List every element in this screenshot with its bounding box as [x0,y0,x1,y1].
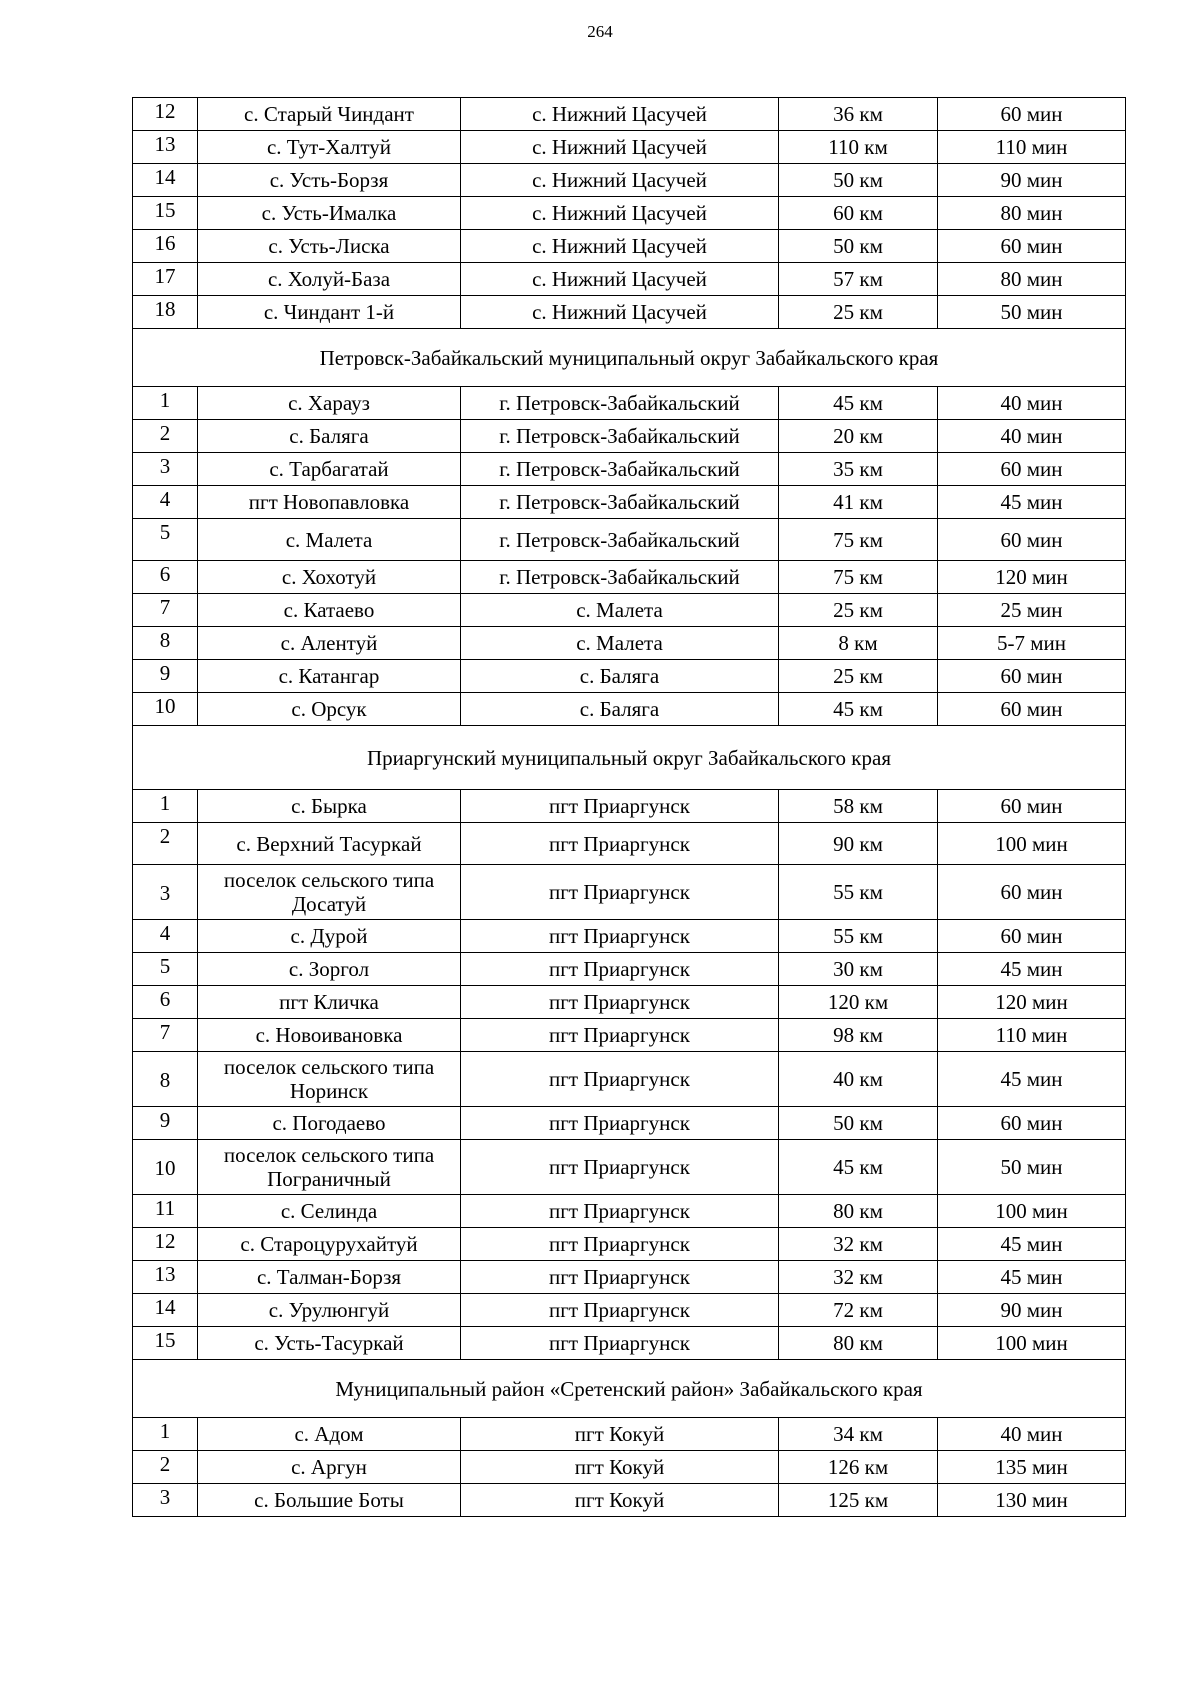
origin-cell: с. Тут-Халтуй [198,131,461,164]
row-number: 2 [133,823,198,865]
destination-cell: пгт Приаргунск [461,1140,779,1195]
origin-cell: с. Новоивановка [198,1019,461,1052]
origin-cell: с. Адом [198,1418,461,1451]
table-row [133,693,1126,726]
distance-cell: 30 км [779,953,938,986]
row-number: 3 [133,1484,198,1517]
distance-cell: 45 км [779,693,938,726]
time-cell: 110 мин [938,1019,1126,1052]
row-number: 13 [133,131,198,164]
time-cell: 60 мин [938,920,1126,953]
time-cell: 130 мин [938,1484,1126,1517]
distance-cell: 90 км [779,823,938,865]
origin-cell: с. Зоргол [198,953,461,986]
row-number: 18 [133,296,198,329]
distance-cell: 55 км [779,920,938,953]
table-row [133,1418,1126,1451]
destination-cell: пгт Приаргунск [461,1261,779,1294]
destination-cell: г. Петровск-Забайкальский [461,486,779,519]
row-number: 12 [133,98,198,131]
row-number: 15 [133,197,198,230]
destination-cell: с. Нижний Цасучей [461,98,779,131]
destination-cell: пгт Приаргунск [461,1019,779,1052]
table-row [133,920,1126,953]
section-title: Приаргунский муниципальный округ Забайкальского края [133,726,1126,790]
table-row [133,230,1126,263]
time-cell: 60 мин [938,98,1126,131]
table-row [133,1228,1126,1261]
row-number: 3 [133,453,198,486]
destination-cell: пгт Приаргунск [461,1195,779,1228]
time-cell: 50 мин [938,296,1126,329]
time-cell: 50 мин [938,1140,1126,1195]
origin-cell: с. Большие Боты [198,1484,461,1517]
distance-cell: 60 км [779,197,938,230]
distance-cell: 40 км [779,1052,938,1107]
origin-cell: с. Орсук [198,693,461,726]
table-row [133,296,1126,329]
origin-cell: с. Староцурухайтуй [198,1228,461,1261]
table-row [133,1140,1126,1195]
row-number: 15 [133,1327,198,1360]
section-title: Петровск-Забайкальский муниципальный округ Забайкальского края [133,329,1126,387]
row-number: 2 [133,420,198,453]
time-cell: 90 мин [938,164,1126,197]
page-number: 264 [587,22,613,41]
section-header-row [133,1360,1126,1418]
row-number: 14 [133,164,198,197]
destination-cell: г. Петровск-Забайкальский [461,519,779,561]
destination-cell: пгт Кокуй [461,1451,779,1484]
row-number: 4 [133,486,198,519]
time-cell: 90 мин [938,1294,1126,1327]
distance-cell: 120 км [779,986,938,1019]
time-cell: 45 мин [938,1261,1126,1294]
row-number: 1 [133,387,198,420]
distance-cell: 32 км [779,1261,938,1294]
table-row [133,594,1126,627]
time-cell: 5-7 мин [938,627,1126,660]
row-number: 10 [133,693,198,726]
time-cell: 135 мин [938,1451,1126,1484]
time-cell: 80 мин [938,263,1126,296]
row-number: 2 [133,1451,198,1484]
origin-cell: с. Тарбагатай [198,453,461,486]
distance-cell: 72 км [779,1294,938,1327]
row-number: 8 [133,627,198,660]
row-number: 4 [133,920,198,953]
destination-cell: с. Нижний Цасучей [461,296,779,329]
destination-cell: пгт Приаргунск [461,986,779,1019]
origin-cell: пгт Кличка [198,986,461,1019]
row-number: 3 [133,865,198,920]
distance-cell: 50 км [779,1107,938,1140]
row-number: 17 [133,263,198,296]
destination-cell: г. Петровск-Забайкальский [461,453,779,486]
origin-cell: с. Катангар [198,660,461,693]
time-cell: 45 мин [938,1228,1126,1261]
origin-cell: поселок сельского типа Норинск [198,1052,461,1107]
time-cell: 60 мин [938,519,1126,561]
table-row [133,865,1126,920]
origin-cell: с. Усть-Лиска [198,230,461,263]
row-number: 16 [133,230,198,263]
row-number: 14 [133,1294,198,1327]
table-row [133,1195,1126,1228]
destination-cell: с. Баляга [461,660,779,693]
origin-cell: пгт Новопавловка [198,486,461,519]
table-row [133,790,1126,823]
section-header-row [133,726,1126,790]
destination-cell: пгт Приаргунск [461,920,779,953]
distance-cell: 80 км [779,1327,938,1360]
distance-cell: 25 км [779,594,938,627]
time-cell: 45 мин [938,953,1126,986]
table-row [133,164,1126,197]
origin-cell: с. Бырка [198,790,461,823]
table-row [133,823,1126,865]
destination-cell: пгт Приаргунск [461,865,779,920]
time-cell: 40 мин [938,420,1126,453]
table-row [133,561,1126,594]
destination-cell: с. Баляга [461,693,779,726]
destination-cell: пгт Приаргунск [461,790,779,823]
section-header-row [133,329,1126,387]
destination-cell: пгт Приаргунск [461,1294,779,1327]
origin-cell: с. Дурой [198,920,461,953]
destination-cell: с. Малета [461,627,779,660]
time-cell: 40 мин [938,1418,1126,1451]
time-cell: 25 мин [938,594,1126,627]
table-row [133,1107,1126,1140]
row-number: 1 [133,790,198,823]
row-number: 5 [133,519,198,561]
distance-cell: 80 км [779,1195,938,1228]
destination-cell: пгт Кокуй [461,1484,779,1517]
origin-cell: с. Погодаево [198,1107,461,1140]
time-cell: 100 мин [938,823,1126,865]
origin-cell: с. Селинда [198,1195,461,1228]
distance-cell: 8 км [779,627,938,660]
section-title: Муниципальный район «Сретенский район» Забайкальского края [133,1360,1126,1418]
origin-cell: поселок сельского типа Пограничный [198,1140,461,1195]
row-number: 9 [133,1107,198,1140]
origin-cell: с. Чиндант 1-й [198,296,461,329]
table-row [133,660,1126,693]
time-cell: 100 мин [938,1327,1126,1360]
distance-cell: 35 км [779,453,938,486]
time-cell: 45 мин [938,1052,1126,1107]
table-row [133,1052,1126,1107]
destination-cell: г. Петровск-Забайкальский [461,561,779,594]
time-cell: 60 мин [938,790,1126,823]
routes-table [132,97,1126,1517]
origin-cell: с. Усть-Ималка [198,197,461,230]
origin-cell: с. Аргун [198,1451,461,1484]
distance-cell: 32 км [779,1228,938,1261]
destination-cell: пгт Кокуй [461,1418,779,1451]
row-number: 5 [133,953,198,986]
time-cell: 120 мин [938,561,1126,594]
row-number: 11 [133,1195,198,1228]
time-cell: 60 мин [938,693,1126,726]
destination-cell: г. Петровск-Забайкальский [461,387,779,420]
distance-cell: 125 км [779,1484,938,1517]
origin-cell: с. Катаево [198,594,461,627]
distance-cell: 75 км [779,561,938,594]
distance-cell: 20 км [779,420,938,453]
distance-cell: 57 км [779,263,938,296]
origin-cell: с. Верхний Тасуркай [198,823,461,865]
table-row [133,1327,1126,1360]
table-row [133,197,1126,230]
time-cell: 60 мин [938,865,1126,920]
row-number: 1 [133,1418,198,1451]
origin-cell: с. Усть-Тасуркай [198,1327,461,1360]
distance-cell: 36 км [779,98,938,131]
table-row [133,387,1126,420]
table-row [133,1019,1126,1052]
row-number: 12 [133,1228,198,1261]
distance-cell: 75 км [779,519,938,561]
destination-cell: с. Нижний Цасучей [461,131,779,164]
origin-cell: с. Баляга [198,420,461,453]
time-cell: 40 мин [938,387,1126,420]
destination-cell: пгт Приаргунск [461,1228,779,1261]
destination-cell: пгт Приаргунск [461,1107,779,1140]
distance-cell: 50 км [779,164,938,197]
table-row [133,486,1126,519]
table-row [133,1484,1126,1517]
distance-cell: 45 км [779,387,938,420]
distance-cell: 55 км [779,865,938,920]
row-number: 13 [133,1261,198,1294]
distance-cell: 25 км [779,660,938,693]
origin-cell: с. Урулюнгуй [198,1294,461,1327]
destination-cell: пгт Приаргунск [461,953,779,986]
destination-cell: с. Нижний Цасучей [461,164,779,197]
origin-cell: с. Старый Чиндант [198,98,461,131]
origin-cell: с. Малета [198,519,461,561]
time-cell: 110 мин [938,131,1126,164]
time-cell: 60 мин [938,660,1126,693]
time-cell: 100 мин [938,1195,1126,1228]
row-number: 10 [133,1140,198,1195]
distance-cell: 98 км [779,1019,938,1052]
destination-cell: с. Нижний Цасучей [461,197,779,230]
origin-cell: с. Холуй-База [198,263,461,296]
origin-cell: с. Хохотуй [198,561,461,594]
destination-cell: пгт Приаргунск [461,823,779,865]
table-row [133,627,1126,660]
table-row [133,1294,1126,1327]
distance-cell: 58 км [779,790,938,823]
table-row [133,131,1126,164]
row-number: 6 [133,986,198,1019]
origin-cell: с. Усть-Борзя [198,164,461,197]
table-row [133,453,1126,486]
distance-cell: 41 км [779,486,938,519]
table-row [133,519,1126,561]
distance-cell: 126 км [779,1451,938,1484]
row-number: 6 [133,561,198,594]
destination-cell: с. Нижний Цасучей [461,263,779,296]
time-cell: 45 мин [938,486,1126,519]
row-number: 7 [133,1019,198,1052]
time-cell: 60 мин [938,230,1126,263]
origin-cell: поселок сельского типа Досатуй [198,865,461,920]
row-number: 7 [133,594,198,627]
table-row [133,1261,1126,1294]
table-row [133,420,1126,453]
distance-cell: 45 км [779,1140,938,1195]
row-number: 9 [133,660,198,693]
time-cell: 60 мин [938,453,1126,486]
table-row [133,263,1126,296]
distance-cell: 110 км [779,131,938,164]
table-row [133,986,1126,1019]
table-row [133,98,1126,131]
destination-cell: пгт Приаргунск [461,1052,779,1107]
distance-cell: 34 км [779,1418,938,1451]
time-cell: 120 мин [938,986,1126,1019]
distance-cell: 50 км [779,230,938,263]
destination-cell: г. Петровск-Забайкальский [461,420,779,453]
origin-cell: с. Алентуй [198,627,461,660]
destination-cell: с. Нижний Цасучей [461,230,779,263]
distance-cell: 25 км [779,296,938,329]
row-number: 8 [133,1052,198,1107]
origin-cell: с. Талман-Борзя [198,1261,461,1294]
table-row [133,953,1126,986]
destination-cell: пгт Приаргунск [461,1327,779,1360]
origin-cell: с. Харауз [198,387,461,420]
time-cell: 80 мин [938,197,1126,230]
table-row [133,1451,1126,1484]
destination-cell: с. Малета [461,594,779,627]
time-cell: 60 мин [938,1107,1126,1140]
